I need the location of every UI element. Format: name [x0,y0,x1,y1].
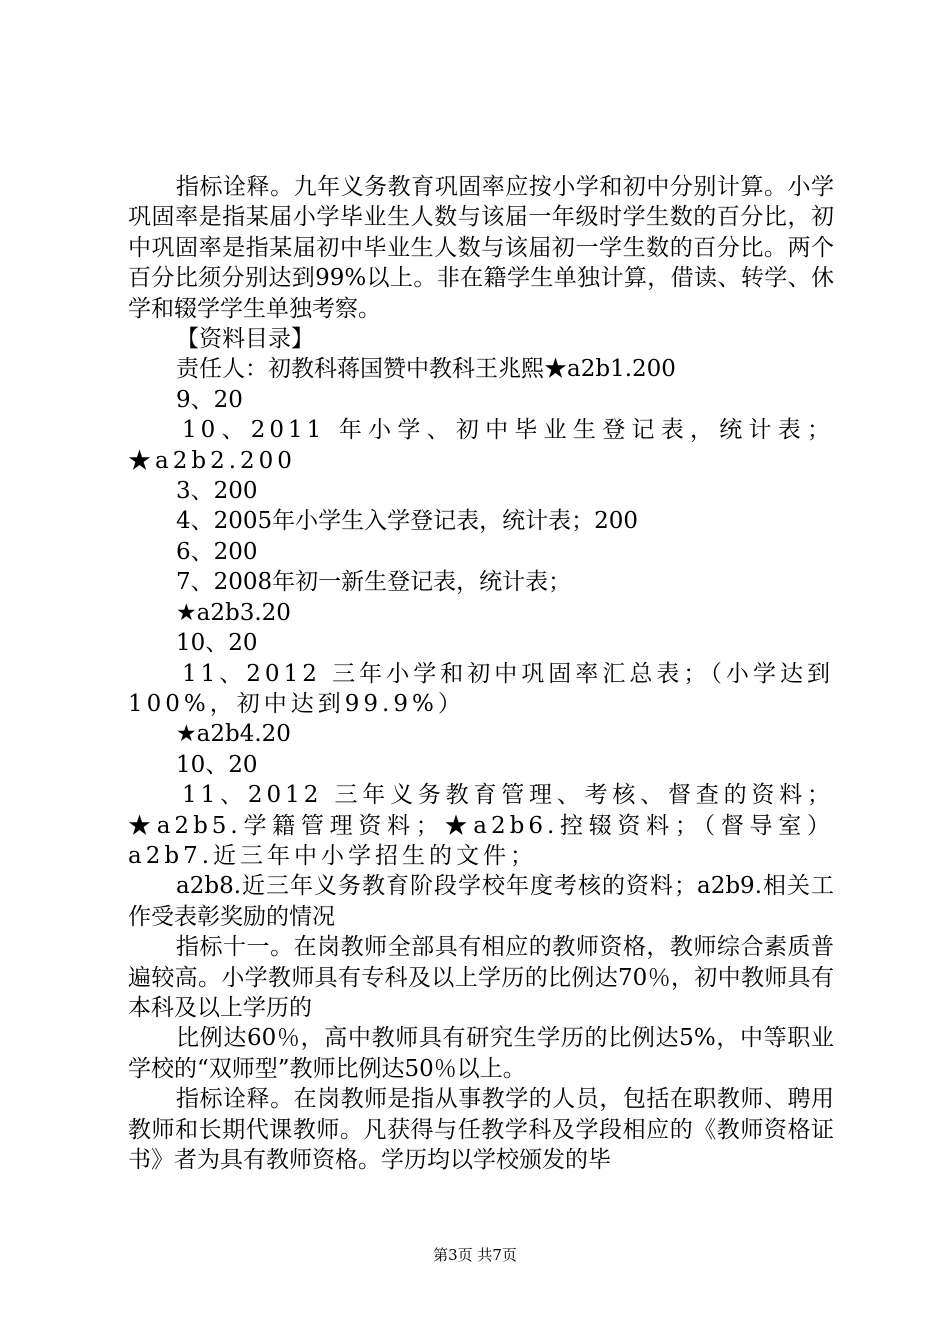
paragraph-item: 6、200 [176,538,258,565]
paragraph-item: a2b8.近三年义务教育阶段学校年度考核的资料；a2b9.相关工作受表彰奖励的情况 [128,873,834,930]
document-body [128,172,834,1175]
paragraph-item: ★a2b4.20 [176,721,291,748]
paragraph-indicator-explanation: 指标诠释。九年义务教育巩固率应按小学和初中分别计算。小学巩固率是指某届小学毕业生人数与该届一年级时学生数的百分比，初中巩固率是指某届初中毕业生人数与该届初一学生数的百分比。两个百分比须分别达到99%以上。非在籍学生单独计算，借读、转学、休学和辍学学生单独考察。 [128,174,834,322]
paragraph-item: 7、2008年初一新生登记表，统计表； [176,569,572,596]
paragraph-item: 4、2005年小学生入学登记表，统计表；200 [176,508,639,535]
paragraph-responsible-person: 责任人：初教科蒋国赞中教科王兆熙★a2b1.200 [176,356,676,383]
paragraph-item: 10、2011 年小学、初中毕业生登记表，统计表；★a2b2.200 [128,417,834,474]
paragraph-item: 9、20 [176,386,243,413]
paragraph-materials-heading: 【资料目录】 [176,326,314,353]
paragraph-indicator-eleven-cont: 比例达60％，高中教师具有研究生学历的比例达5%，中等职业学校的“双师型”教师比例达50％以上。 [128,1025,834,1082]
paragraph-item: ★a2b3.20 [176,599,291,626]
paragraph-indicator-eleven: 指标十一。在岗教师全部具有相应的教师资格，教师综合素质普遍较高。小学教师具有专科及以上学历的比例达70％，初中教师具有本科及以上学历的 [128,934,834,1021]
paragraph-item: 10、20 [176,630,258,657]
page-number-footer: 第3页 共7页 [433,1246,517,1264]
paragraph-indicator-explanation-2: 指标诠释。在岗教师是指从事教学的人员，包括在职教师、聘用教师和长期代课教师。凡获得与任教学科及学段相应的《教师资格证书》者为具有教师资格。学历均以学校颁发的毕 [128,1086,834,1173]
paragraph-item: 3、200 [176,478,258,505]
paragraph-item: 11、2012 三年义务教育管理、考核、督查的资料；★a2b5.学籍管理资料；★a2b6.控辍资料；（督导室）a2b7.近三年中小学招生的文件； [128,782,834,869]
paragraph-item: 10、20 [176,751,258,778]
paragraph-item: 11、2012 三年小学和初中巩固率汇总表；（小学达到100%，初中达到99.9%） [128,660,834,717]
